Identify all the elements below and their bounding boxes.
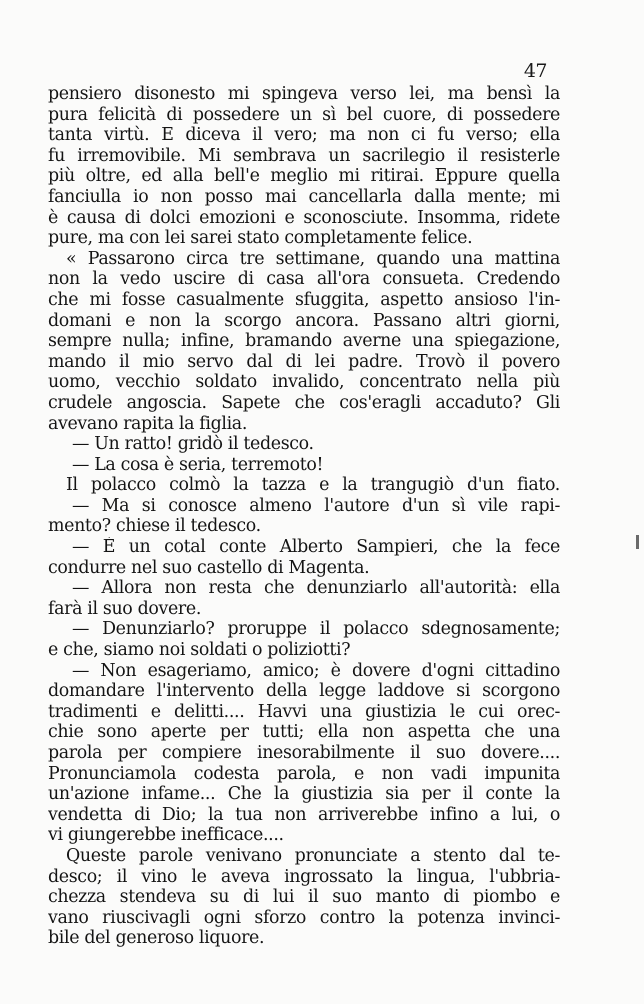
- margin-ink-mark: [636, 535, 639, 549]
- text-line: parola per compiere inesorabilmente il suo dovere....: [48, 743, 560, 763]
- text-line: vano riuscivagli ogni sforzo contro la potenza invinci-: [48, 907, 560, 928]
- text-line: — Non esageriamo, amico; è dovere d'ogni cittadino: [72, 660, 560, 681]
- text-line: « Passarono circa tre settimane, quando una mattina: [66, 248, 560, 269]
- text-line: Il polacco colmò la tazza e la trangugiò d'un fiato.: [66, 475, 560, 496]
- text-line: — Un ratto! gridò il tedesco.: [72, 434, 314, 455]
- text-line: mento? chiese il tedesco.: [48, 516, 261, 537]
- text-line: condurre nel suo castello di Magenta.: [48, 557, 370, 578]
- text-line: un'azione infame... Che la giustizia sia per il conte la: [48, 784, 560, 805]
- text-line: pure, ma con lei sarei stato completamente felice.: [48, 228, 473, 249]
- text-line: sempre nulla; infine, bramando averne una spiegazione,: [48, 331, 560, 352]
- text-line: avevano rapita la figlia.: [48, 413, 247, 434]
- text-line: crudele angoscia. Sapete che cos'eragli accaduto? Gli: [48, 392, 560, 413]
- text-line: che mi fosse casualmente sfuggita, aspetto ansioso l'in-: [48, 289, 560, 310]
- text-line: domandare l'intervento della legge laddove si scorgono: [48, 681, 560, 702]
- text-line: vendetta di Dio; la tua non arriverebbe infino a lui, o: [48, 804, 560, 825]
- text-line: più oltre, ed alla bell'e meglio mi ritirai. Eppure quella: [48, 166, 560, 187]
- text-line: mando il mio servo dal di lei padre. Trovò il povero: [48, 351, 560, 372]
- text-line: chie sono aperte per tutti; ella non aspetta che una: [48, 722, 560, 743]
- text-line: Queste parole venivano pronunciate a stento dal te-: [66, 845, 560, 866]
- text-line: uomo, vecchio soldato invalido, concentrato nella più: [48, 372, 560, 393]
- text-line: — È un cotal conte Alberto Sampieri, che la fece: [72, 537, 560, 558]
- text-line: pura felicità di possedere un sì bel cuore, di possedere: [48, 104, 560, 125]
- text-line: tanta virtù. E diceva il vero; ma non ci fu verso; ella: [48, 125, 560, 146]
- page-number: 47: [523, 60, 547, 82]
- text-line: fanciulla io non posso mai cancellarla dalla mente; mi: [48, 186, 560, 207]
- body-text: [48, 84, 560, 949]
- text-line: è causa di dolci emozioni e sconosciute. Insomma, ridete: [48, 207, 560, 228]
- text-line: — Denunziarlo? proruppe il polacco sdegnosamente;: [72, 619, 560, 640]
- text-line: Pronunciamola codesta parola, e non vadi impunita: [48, 763, 560, 784]
- text-line: tradimenti e delitti.... Havvi una giustizia le cui orec-: [48, 701, 560, 722]
- text-line: — Ma si conosce almeno l'autore d'un sì vile rapi-: [72, 495, 560, 516]
- text-line: farà il suo dovere.: [48, 598, 201, 619]
- text-line: domani e non la scorgo ancora. Passano altri giorni,: [48, 310, 560, 331]
- text-line: desco; il vino le aveva ingrossato la lingua, l'ubbria-: [48, 866, 560, 887]
- text-line: chezza stendeva su di lui il suo manto di piombo e: [48, 887, 560, 908]
- text-line: fu irremovibile. Mi sembrava un sacrilegio il resisterle: [48, 145, 560, 166]
- text-line: e che, siamo noi soldati o poliziotti?: [48, 640, 351, 661]
- text-line: — Allora non resta che denunziarlo all'autorità: ella: [72, 578, 560, 599]
- text-line: pensiero disonesto mi spingeva verso lei, ma bensì la: [48, 84, 560, 104]
- text-line: vi giungerebbe inefficace....: [48, 825, 284, 846]
- text-line: — La cosa è seria, terremoto!: [72, 454, 324, 475]
- text-line: bile del generoso liquore.: [48, 928, 265, 949]
- text-line: non la vedo uscire di casa all'ora consueta. Credendo: [48, 269, 560, 290]
